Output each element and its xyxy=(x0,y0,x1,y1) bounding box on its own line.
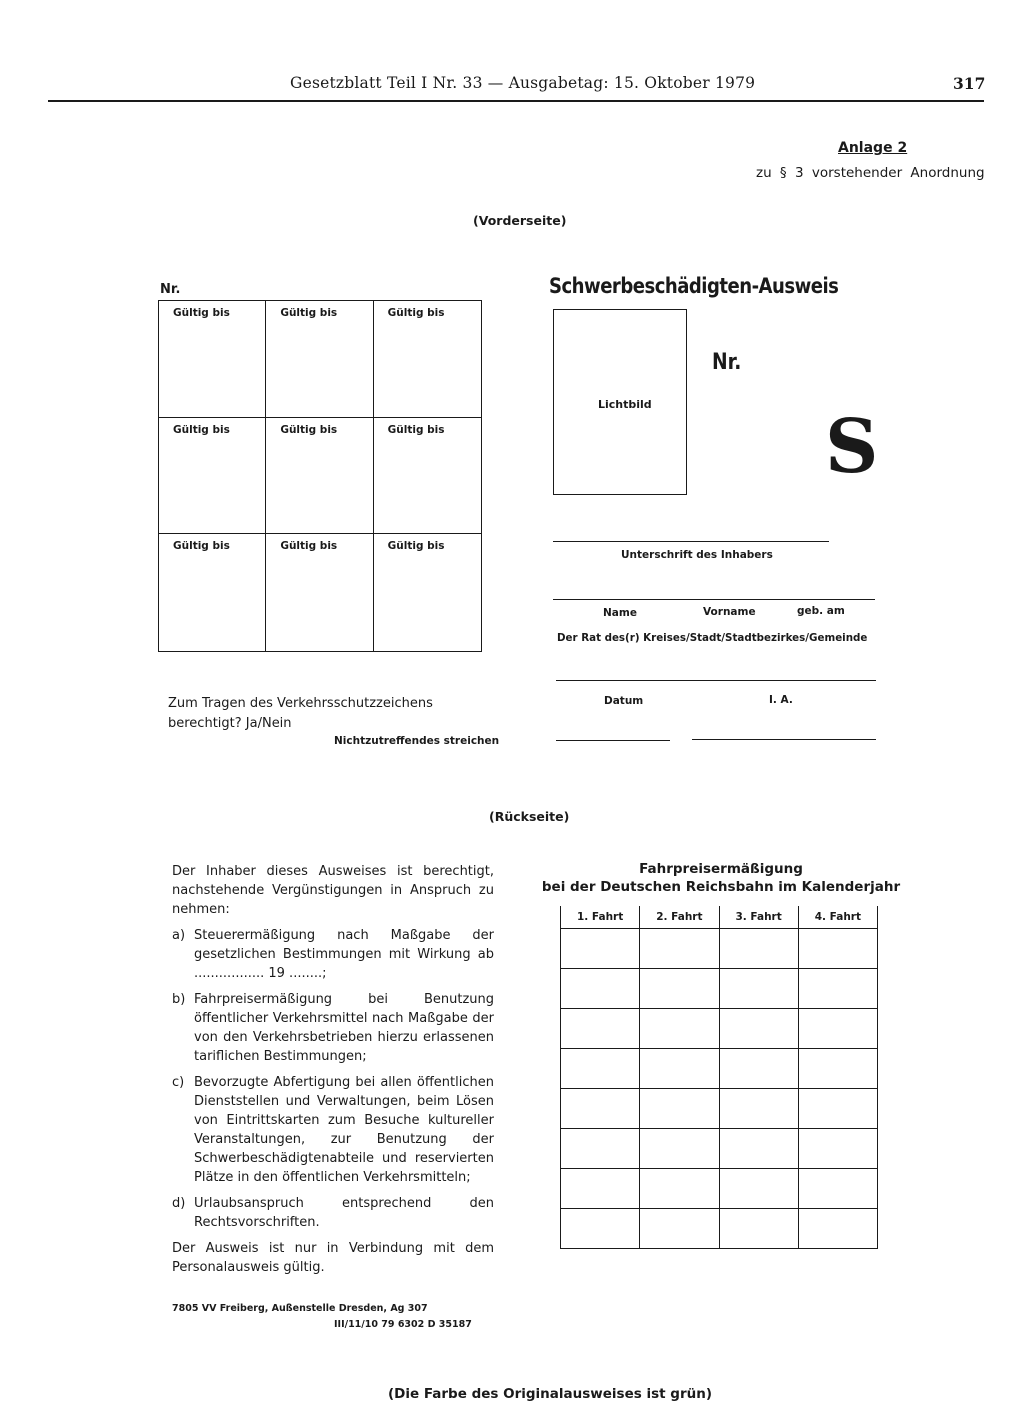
fare-cell xyxy=(719,969,798,1009)
fare-cell xyxy=(798,1209,877,1249)
benefits-text xyxy=(172,862,494,1284)
item-mark: d) xyxy=(172,1196,186,1211)
annex-reference: zu § 3 vorstehender Anordnung xyxy=(756,165,985,181)
page-number: 317 xyxy=(953,74,986,93)
date-line xyxy=(556,740,670,741)
date-label: Datum xyxy=(604,695,644,707)
fare-header-row xyxy=(561,906,878,929)
fare-cell xyxy=(640,1209,719,1249)
council-line xyxy=(556,680,876,681)
fare-cell xyxy=(640,1169,719,1209)
validity-cell: Gültig bis xyxy=(266,418,373,535)
question-line: Zum Tragen des Verkehrsschutzzeichens xyxy=(168,696,433,711)
benefit-item xyxy=(172,1194,494,1232)
item-mark: b) xyxy=(172,992,186,1007)
validity-cell: Gültig bis xyxy=(266,534,373,651)
fare-cell xyxy=(719,929,798,969)
fare-cell xyxy=(640,969,719,1009)
fare-cell xyxy=(719,1049,798,1089)
fare-table xyxy=(560,906,878,1249)
item-text: Bevorzugte Abfertigung bei allen öffentlichen Dienststellen und Verwaltungen, beim Lösen von Eintrittskarten zum Besuche kultureller Veranstaltungen, zur Benutzung der Schwerbeschädigtenabteile und reservierten Plätze in den öffentlichen Verkehrsmitteln; xyxy=(194,1075,494,1185)
item-text: Fahrpreisermäßigung bei Benutzung öffentlicher Verkehrsmittel nach Maßgabe der von den Verkehrsbetrieben hierzu erlassenen tariflichen Bestimmungen; xyxy=(194,992,494,1064)
fare-cell xyxy=(798,969,877,1009)
fare-body xyxy=(561,929,878,1249)
validity-cell: Gültig bis xyxy=(159,418,266,535)
validity-note: Der Ausweis ist nur in Verbindung mit dem Personalausweis gültig. xyxy=(172,1241,494,1275)
fare-cell xyxy=(561,1129,640,1169)
benefit-item xyxy=(172,1073,494,1187)
fare-cell xyxy=(798,1049,877,1089)
council-label: Der Rat des(r) Kreises/Stadt/Stadtbezirkes/Gemeinde xyxy=(557,632,868,644)
fare-row xyxy=(561,1209,878,1249)
benefits-intro: Der Inhaber dieses Ausweises ist berechtigt, nachstehende Vergünstigungen in Anspruch zu nehmen: xyxy=(172,864,494,917)
photo-label: Lichtbild xyxy=(598,398,652,411)
fare-cell xyxy=(719,1129,798,1169)
header-rule xyxy=(48,100,984,102)
fare-row xyxy=(561,1129,878,1169)
fare-column-header: 1. Fahrt xyxy=(561,906,640,929)
name-label: Name xyxy=(603,607,637,619)
fare-column-header: 4. Fahrt xyxy=(798,906,877,929)
protection-sign-question xyxy=(168,694,433,734)
fare-cell xyxy=(798,1089,877,1129)
back-side-label: (Rückseite) xyxy=(489,809,570,824)
name-line xyxy=(553,599,875,600)
validity-cell: Gültig bis xyxy=(159,301,266,418)
ia-label: I. A. xyxy=(769,694,793,706)
fare-cell xyxy=(798,1169,877,1209)
item-text: Urlaubsanspruch entsprechend den Rechtsvorschriften. xyxy=(194,1196,494,1230)
annex-label: Anlage 2 xyxy=(838,140,908,156)
benefit-item xyxy=(172,990,494,1066)
grid-nr-label: Nr. xyxy=(160,282,181,297)
card-nr-label: Nr. xyxy=(712,350,742,375)
card-title: Schwerbeschädigten-Ausweis xyxy=(549,274,839,298)
fare-cell xyxy=(640,1089,719,1129)
fare-title-line: Fahrpreisermäßigung xyxy=(639,861,803,877)
signature-line xyxy=(553,541,829,542)
fare-cell xyxy=(561,1009,640,1049)
validity-cell: Gültig bis xyxy=(387,540,445,553)
item-text: Steuerermäßigung nach Maßgabe der gesetzlichen Bestimmungen mit Wirkung ab ................. 19 ........; xyxy=(194,928,494,981)
header-title: Gesetzblatt Teil I Nr. 33 — Ausgabetag: 15. Oktober 1979 xyxy=(290,74,756,92)
validity-cell: Gültig bis xyxy=(374,418,481,535)
benefit-item xyxy=(172,926,494,983)
fare-cell xyxy=(561,1049,640,1089)
fare-cell xyxy=(798,929,877,969)
print-line: III/11/10 79 6302 D 35187 xyxy=(334,1319,472,1330)
print-line: 7805 VV Freiberg, Außenstelle Dresden, Ag 307 xyxy=(172,1303,428,1314)
color-note: (Die Farbe des Originalausweises ist grün) xyxy=(388,1386,712,1402)
fare-cell xyxy=(719,1089,798,1129)
fare-cell xyxy=(561,929,640,969)
fare-cell xyxy=(719,1209,798,1249)
fare-row xyxy=(561,1009,878,1049)
fare-cell xyxy=(640,1129,719,1169)
ia-line xyxy=(692,739,876,740)
fare-row xyxy=(561,969,878,1009)
fare-cell xyxy=(640,1009,719,1049)
fare-cell xyxy=(640,1049,719,1089)
fare-column-header: 3. Fahrt xyxy=(719,906,798,929)
fare-title xyxy=(540,860,902,896)
fare-row xyxy=(561,1049,878,1089)
signature-label: Unterschrift des Inhabers xyxy=(621,549,773,561)
fare-cell xyxy=(640,929,719,969)
fare-row xyxy=(561,929,878,969)
validity-cell: Gültig bis xyxy=(159,534,266,651)
item-mark: a) xyxy=(172,928,186,943)
fare-cell xyxy=(719,1169,798,1209)
fare-cell xyxy=(561,1169,640,1209)
fare-cell xyxy=(561,1209,640,1249)
validity-grid xyxy=(158,300,482,652)
s-letter-mark: S xyxy=(825,404,879,490)
front-side-label: (Vorderseite) xyxy=(473,213,567,228)
fare-row xyxy=(561,1089,878,1129)
question-line: berechtigt? Ja/Nein xyxy=(168,716,292,731)
fare-cell xyxy=(719,1009,798,1049)
fare-title-line: bei der Deutschen Reichsbahn im Kalenderjahr xyxy=(541,879,901,895)
item-mark: c) xyxy=(172,1075,185,1090)
birthdate-label: geb. am xyxy=(797,605,845,617)
strike-note: Nichtzutreffendes streichen xyxy=(334,735,500,747)
fare-cell xyxy=(561,969,640,1009)
firstname-label: Vorname xyxy=(703,606,756,618)
fare-cell xyxy=(798,1009,877,1049)
validity-cell: Gültig bis xyxy=(266,301,373,418)
fare-cell xyxy=(798,1129,877,1169)
fare-column-header: 2. Fahrt xyxy=(640,906,719,929)
validity-cell: Gültig bis xyxy=(374,301,481,418)
fare-row xyxy=(561,1169,878,1209)
fare-cell xyxy=(561,1089,640,1129)
